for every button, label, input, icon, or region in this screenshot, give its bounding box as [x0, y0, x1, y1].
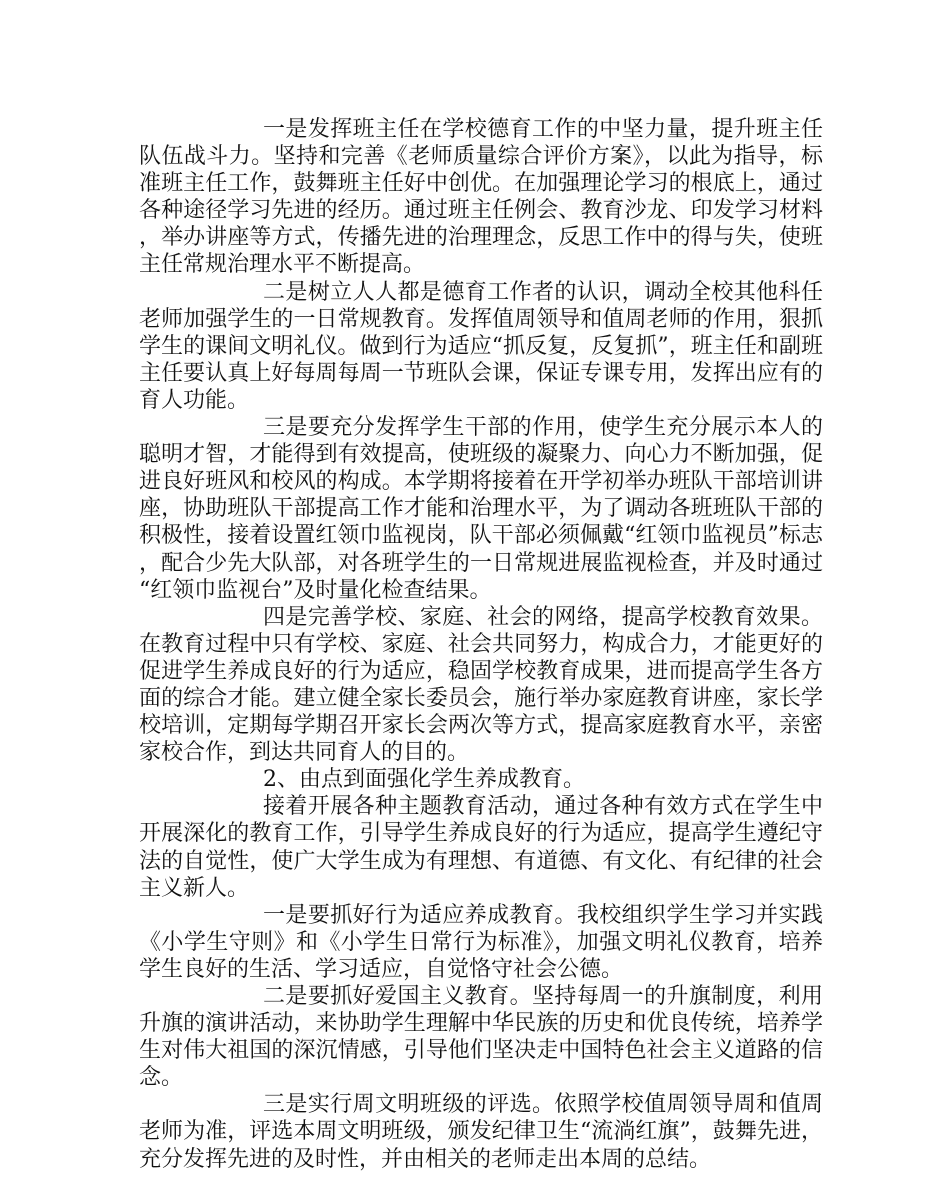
paragraph-student-cadres: 三是要充分发挥学生干部的作用，使学生充分展示本人的聪明才智，才能得到有效提高，使班级的凝聚力、向心力不断加强，促进良好班风和校风的构成。本学期将接着在开学初举办班队干部培训讲座，协助班队干部提高工作才能和治理水平，为了调动各班班队干部的积极性，接着设置红领巾监视岗，队干部必须佩戴“红领巾监视员”标志，配合少先大队部，对各班学生的一日常规进展监视检查，并及时通过“红领巾监视台”及时量化检查结果。 [139, 415, 823, 603]
paragraph-home-school: 四是完善学校、家庭、社会的网络，提高学校教育效果。在教育过程中只有学校、家庭、社会共同努力，构成合力，才能更好的促进学生养成良好的行为适应，稳固学校教育成果，进而提高学生各方面的综合才能。建立健全家长委员会，施行举办家庭教育讲座，家长学校培训，定期每学期召开家长会两次等方式，提高家庭教育水平，亲密家校合作，到达共同育人的目的。 [139, 604, 823, 766]
paragraph-patriotism: 二是要抓好爱国主义教育。坚持每周一的升旗制度，利用升旗的演讲活动，来协助学生理解中华民族的历史和优良传统，培养学生对伟大祖国的深沉情感，引导他们坚决走中国特色社会主义道路的信念。 [139, 984, 823, 1091]
paragraph-all-teachers: 二是树立人人都是德育工作者的认识，调动全校其他科任老师加强学生的一日常规教育。发挥值周领导和值周老师的作用，狠抓学生的课间文明礼仪。做到行为适应“抓反复，反复抓”，班主任和副班主任要认真上好每周每周一节班队会课，保证专课专用，发挥出应有的育人功能。 [139, 279, 823, 413]
paragraph-theme-education: 接着开展各种主题教育活动，通过各种有效方式在学生中开展深化的教育工作，引导学生养成良好的行为适应，提高学生遵纪守法的自觉性，使广大学生成为有理想、有道德、有文化、有纪律的社会主义新人。 [139, 794, 823, 901]
document-body [139, 116, 823, 1173]
paragraph-civilized-class: 三是实行周文明班级的评选。依照学校值周领导周和值周老师为准，评选本周文明班级，颁发纪律卫生“流淌红旗”，鼓舞先进，充分发挥先进的及时性，并由相关的老师走出本周的总结。 [139, 1092, 823, 1172]
paragraph-class-teacher: 一是发挥班主任在学校德育工作的中坚力量，提升班主任队伍战斗力。坚持和完善《老师质量综合评价方案》，以此为指导，标准班主任工作，鼓舞班主任好中创优。在加强理论学习的根底上，通过各种途径学习先进的经历。通过班主任例会、教育沙龙、印发学习材料，举办讲座等方式，传播先进的治理理念，反思工作中的得与失，使班主任常规治理水平不断提高。 [139, 117, 823, 278]
paragraph-behavior-habits: 一是要抓好行为适应养成教育。我校组织学生学习并实践《小学生守则》和《小学生日常行为标准》，加强文明礼仪教育，培养学生良好的生活、学习适应，自觉恪守社会公德。 [139, 902, 823, 982]
section-heading: 2、由点到面强化学生养成教育。 [263, 767, 585, 793]
